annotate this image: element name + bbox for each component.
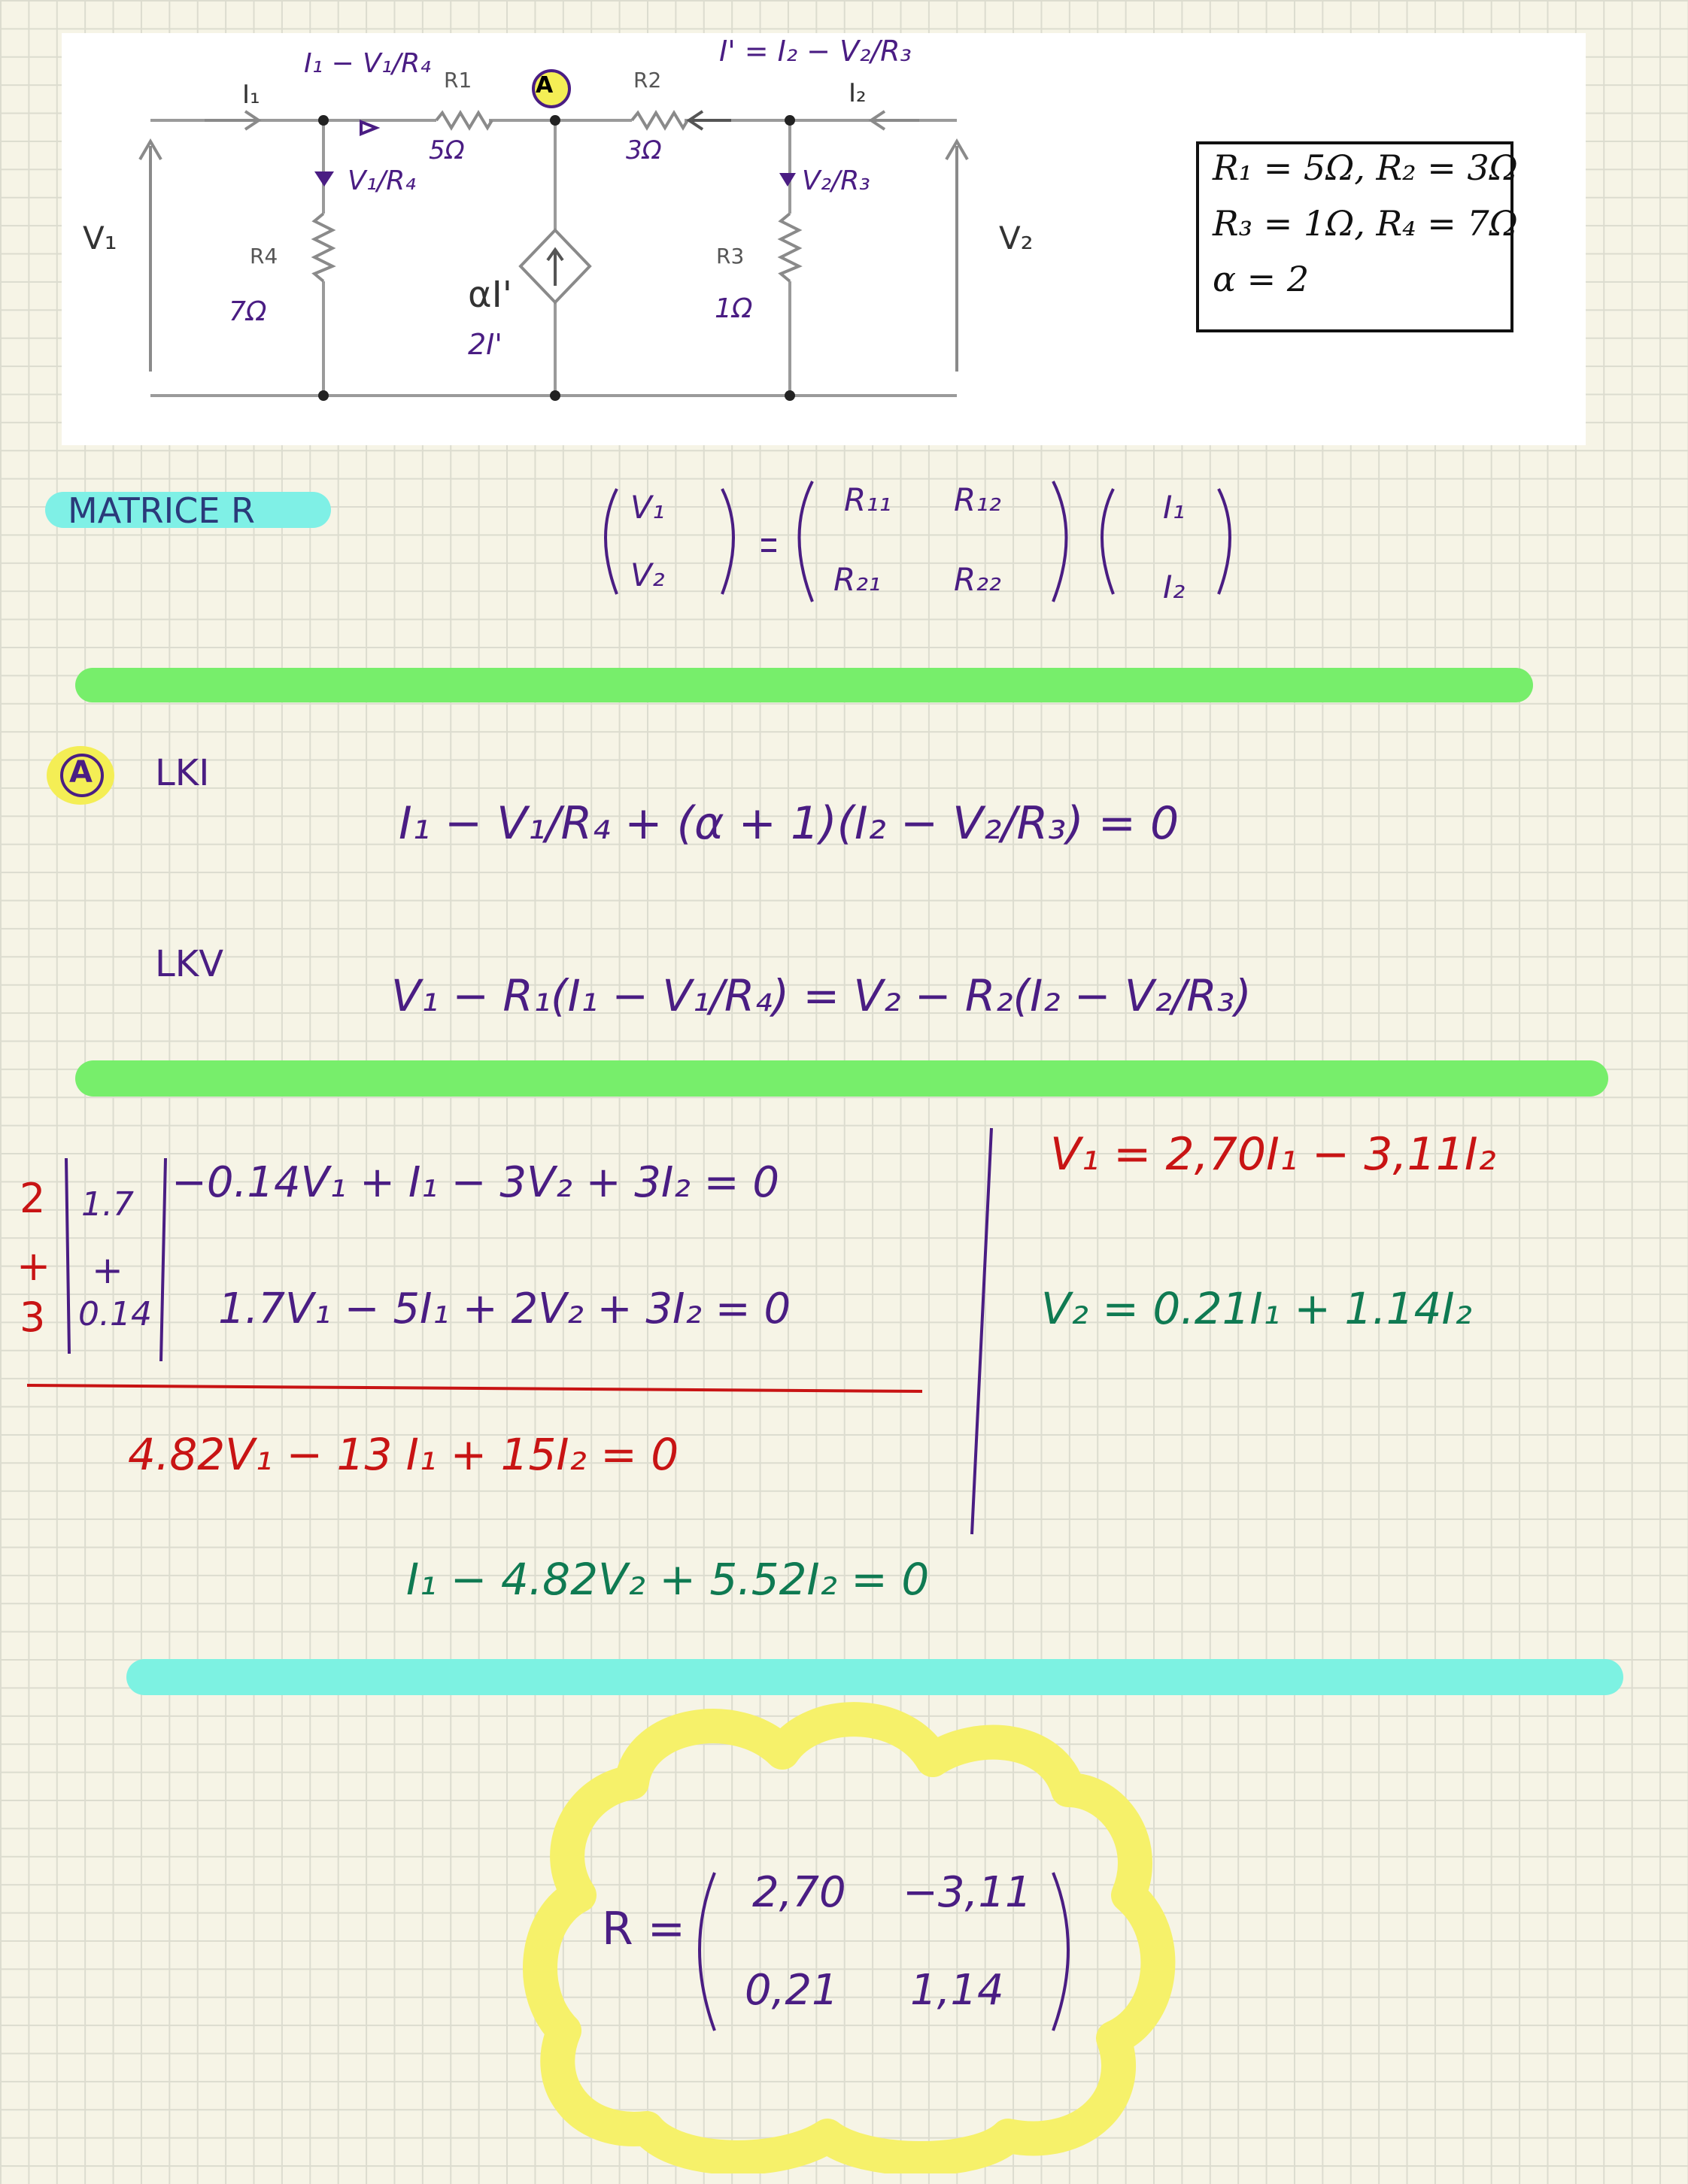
circuit-panel <box>62 33 1586 445</box>
solution-v2: V₂ = 0.21I₁ + 1.14I₂ <box>1041 1283 1472 1334</box>
lki-equation: I₁ − V₁/R₄ + (α + 1)(I₂ − V₂/R₃) = 0 <box>399 797 1179 850</box>
r3-current-arrow <box>779 173 796 187</box>
v1-label: V₁ <box>83 220 117 256</box>
matrix-r21: R₂₁ <box>833 561 881 598</box>
final-r22: 1,14 <box>910 1966 1004 2015</box>
multiplier-3: 3 <box>20 1294 46 1341</box>
multiplier-0-14: 0.14 <box>78 1295 152 1333</box>
alpha-source-label: αI' <box>468 274 512 316</box>
r2-label: R2 <box>633 68 662 93</box>
plus-left: + <box>17 1242 51 1290</box>
matrix-brackets <box>587 474 1264 624</box>
plus-right: + <box>92 1248 123 1292</box>
r4-resistor <box>314 214 332 281</box>
r2-value-annotation: 3Ω <box>626 135 662 165</box>
node-dot <box>318 115 329 126</box>
iprime-annotation: I' = I₂ − V₂/R₃ <box>719 35 912 68</box>
r3-current-annotation: V₂/R₃ <box>802 165 870 196</box>
lkv-label: LKV <box>155 943 224 985</box>
node-dot <box>785 390 795 401</box>
r1-current-annotation: I₁ − V₁/R₄ <box>304 48 431 79</box>
final-r21: 0,21 <box>745 1966 839 2015</box>
system-eq-1: −0.14V₁ + I₁ − 3V₂ + 3I₂ = 0 <box>172 1158 780 1207</box>
system-eq-2: 1.7V₁ − 5I₁ + 2V₂ + 3I₂ = 0 <box>218 1285 791 1333</box>
multiplier-2: 2 <box>20 1175 46 1222</box>
cyan-divider <box>126 1659 1623 1695</box>
v2-label: V₂ <box>999 220 1034 256</box>
r4-current-annotation: V₁/R₄ <box>348 165 416 196</box>
matrix-r11: R₁₁ <box>844 481 891 518</box>
multiplier-1-7: 1.7 <box>81 1185 134 1224</box>
system-sum: 4.82V₁ − 13 I₁ + 15I₂ = 0 <box>128 1429 679 1480</box>
matrix-r12: R₁₂ <box>954 481 1001 518</box>
final-brackets <box>677 1858 1098 2046</box>
solution-v1: V₁ = 2,70I₁ − 3,11I₂ <box>1050 1128 1496 1181</box>
r4-current-arrow <box>314 171 334 187</box>
matrix-lhs-v1: V₁ <box>630 489 665 526</box>
node-dot <box>318 390 329 401</box>
node-a-letter: A <box>536 72 554 99</box>
source-value-annotation: 2I' <box>468 328 502 361</box>
node-dot <box>550 390 560 401</box>
r1-current-arrow <box>361 122 376 134</box>
r3-value-annotation: 1Ω <box>715 293 753 324</box>
node-dot <box>785 115 795 126</box>
values-line-2: R₃ = 1Ω, R₄ = 7Ω <box>1213 203 1518 244</box>
lki-label: LKI <box>155 752 210 794</box>
values-line-1: R₁ = 5Ω, R₂ = 3Ω <box>1213 147 1518 188</box>
matrix-r22: R₂₂ <box>954 561 1001 598</box>
final-r11: 2,70 <box>752 1868 846 1917</box>
r4-label: R4 <box>250 244 278 268</box>
matrix-rhs-i2: I₂ <box>1163 569 1186 605</box>
matrix-lhs-v2: V₂ <box>630 557 665 593</box>
green-divider-1 <box>75 668 1533 702</box>
r1-label: R1 <box>444 68 472 93</box>
matrix-rhs-i1: I₁ <box>1163 489 1186 526</box>
r3-resistor <box>781 214 799 281</box>
lki-marker-letter: A <box>69 755 93 790</box>
r1-value-annotation: 5Ω <box>429 135 465 165</box>
i1-label: I₁ <box>242 80 260 110</box>
system-result: I₁ − 4.82V₂ + 5.52I₂ = 0 <box>406 1554 930 1605</box>
lkv-equation: V₁ − R₁(I₁ − V₁/R₄) = V₂ − R₂(I₂ − V₂/R₃) <box>391 970 1252 1021</box>
final-label: R = <box>602 1903 686 1955</box>
values-line-3: α = 2 <box>1213 259 1310 299</box>
r4-value-annotation: 7Ω <box>229 296 267 327</box>
node-dot <box>550 115 560 126</box>
r3-label: R3 <box>716 244 745 268</box>
green-divider-2 <box>75 1060 1608 1097</box>
i2-label: I₂ <box>849 78 867 108</box>
final-r12: −3,11 <box>903 1868 1032 1917</box>
section-title: MATRICE R <box>68 490 255 531</box>
